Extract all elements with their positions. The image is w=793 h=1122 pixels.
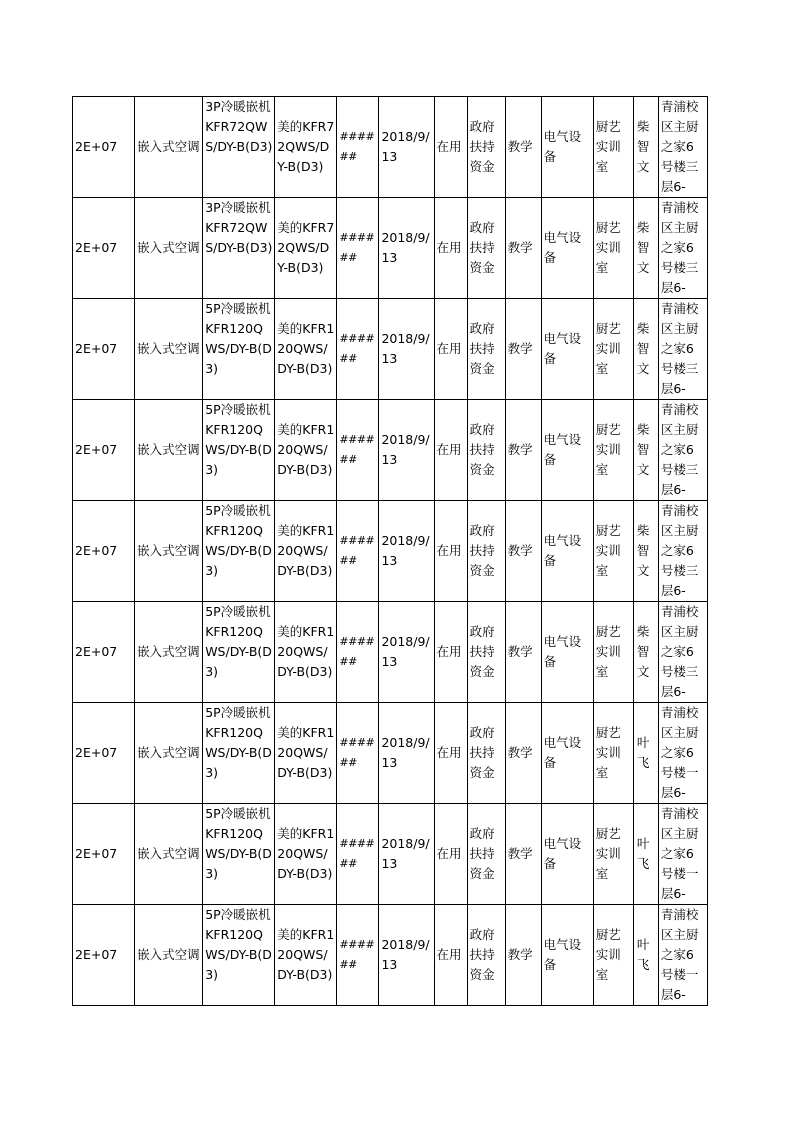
cell-brand: 美的KFR120QWS/DY-B(D3) <box>275 905 337 1006</box>
cell-fund: 政府扶持资金 <box>467 602 505 703</box>
cell-value: 2E+07 <box>73 602 135 703</box>
cell-person: 柴智文 <box>633 299 658 400</box>
cell-value: 2E+07 <box>73 299 135 400</box>
cell-person: 柴智文 <box>633 198 658 299</box>
cell-value: 2E+07 <box>73 804 135 905</box>
cell-spec: 5P冷暖嵌机KFR120QWS/DY-B(D3) <box>203 905 275 1006</box>
cell-use: 教学 <box>505 602 541 703</box>
cell-date: 2018/9/13 <box>379 905 434 1006</box>
cell-spec: 3P冷暖嵌机KFR72QWS/DY-B(D3) <box>203 198 275 299</box>
cell-brand: 美的KFR72QWS/DY-B(D3) <box>275 97 337 198</box>
cell-room: 厨艺实训室 <box>593 400 633 501</box>
cell-fund: 政府扶持资金 <box>467 804 505 905</box>
cell-person: 叶飞 <box>633 905 658 1006</box>
cell-person: 柴智文 <box>633 501 658 602</box>
cell-category: 电气设备 <box>541 97 593 198</box>
cell-person: 柴智文 <box>633 400 658 501</box>
cell-spec: 5P冷暖嵌机KFR120QWS/DY-B(D3) <box>203 299 275 400</box>
cell-date: 2018/9/13 <box>379 602 434 703</box>
cell-location: 青浦校区主厨之家6号楼三层6- <box>658 198 707 299</box>
cell-fund: 政府扶持资金 <box>467 97 505 198</box>
cell-category: 电气设备 <box>541 703 593 804</box>
cell-status: 在用 <box>434 804 467 905</box>
cell-category: 电气设备 <box>541 905 593 1006</box>
cell-room: 厨艺实训室 <box>593 804 633 905</box>
cell-person: 柴智文 <box>633 97 658 198</box>
cell-price: ###### <box>337 198 379 299</box>
cell-brand: 美的KFR120QWS/DY-B(D3) <box>275 501 337 602</box>
cell-use: 教学 <box>505 703 541 804</box>
cell-category: 电气设备 <box>541 400 593 501</box>
cell-value: 2E+07 <box>73 501 135 602</box>
cell-brand: 美的KFR120QWS/DY-B(D3) <box>275 299 337 400</box>
cell-category: 电气设备 <box>541 602 593 703</box>
cell-price: ###### <box>337 501 379 602</box>
cell-name: 嵌入式空调 <box>135 804 203 905</box>
cell-location: 青浦校区主厨之家6号楼三层6- <box>658 400 707 501</box>
cell-name: 嵌入式空调 <box>135 299 203 400</box>
cell-date: 2018/9/13 <box>379 97 434 198</box>
cell-value: 2E+07 <box>73 400 135 501</box>
cell-date: 2018/9/13 <box>379 501 434 602</box>
cell-category: 电气设备 <box>541 198 593 299</box>
cell-spec: 5P冷暖嵌机KFR120QWS/DY-B(D3) <box>203 703 275 804</box>
cell-price: ###### <box>337 400 379 501</box>
cell-room: 厨艺实训室 <box>593 905 633 1006</box>
cell-name: 嵌入式空调 <box>135 703 203 804</box>
cell-price: ###### <box>337 299 379 400</box>
cell-room: 厨艺实训室 <box>593 198 633 299</box>
cell-brand: 美的KFR120QWS/DY-B(D3) <box>275 703 337 804</box>
cell-category: 电气设备 <box>541 804 593 905</box>
cell-date: 2018/9/13 <box>379 400 434 501</box>
cell-brand: 美的KFR120QWS/DY-B(D3) <box>275 602 337 703</box>
cell-location: 青浦校区主厨之家6号楼三层6- <box>658 299 707 400</box>
cell-use: 教学 <box>505 501 541 602</box>
cell-use: 教学 <box>505 400 541 501</box>
cell-date: 2018/9/13 <box>379 804 434 905</box>
cell-use: 教学 <box>505 299 541 400</box>
table-row <box>73 905 708 1006</box>
cell-person: 柴智文 <box>633 602 658 703</box>
cell-use: 教学 <box>505 97 541 198</box>
cell-room: 厨艺实训室 <box>593 602 633 703</box>
table-row <box>73 400 708 501</box>
cell-date: 2018/9/13 <box>379 703 434 804</box>
cell-status: 在用 <box>434 703 467 804</box>
cell-person: 叶飞 <box>633 804 658 905</box>
cell-value: 2E+07 <box>73 703 135 804</box>
cell-room: 厨艺实训室 <box>593 501 633 602</box>
cell-value: 2E+07 <box>73 198 135 299</box>
cell-price: ###### <box>337 703 379 804</box>
cell-status: 在用 <box>434 198 467 299</box>
table-row <box>73 97 708 198</box>
cell-brand: 美的KFR120QWS/DY-B(D3) <box>275 804 337 905</box>
cell-fund: 政府扶持资金 <box>467 198 505 299</box>
cell-brand: 美的KFR72QWS/DY-B(D3) <box>275 198 337 299</box>
cell-price: ###### <box>337 804 379 905</box>
cell-value: 2E+07 <box>73 905 135 1006</box>
cell-name: 嵌入式空调 <box>135 400 203 501</box>
cell-fund: 政府扶持资金 <box>467 299 505 400</box>
cell-location: 青浦校区主厨之家6号楼三层6- <box>658 97 707 198</box>
cell-location: 青浦校区主厨之家6号楼一层6- <box>658 703 707 804</box>
cell-location: 青浦校区主厨之家6号楼一层6- <box>658 905 707 1006</box>
cell-room: 厨艺实训室 <box>593 299 633 400</box>
cell-location: 青浦校区主厨之家6号楼三层6- <box>658 602 707 703</box>
table-row <box>73 703 708 804</box>
table-row <box>73 804 708 905</box>
cell-category: 电气设备 <box>541 299 593 400</box>
cell-person: 叶飞 <box>633 703 658 804</box>
cell-spec: 3P冷暖嵌机KFR72QWS/DY-B(D3) <box>203 97 275 198</box>
cell-use: 教学 <box>505 905 541 1006</box>
cell-fund: 政府扶持资金 <box>467 501 505 602</box>
cell-name: 嵌入式空调 <box>135 97 203 198</box>
asset-table <box>72 96 708 1006</box>
table-row <box>73 299 708 400</box>
cell-room: 厨艺实训室 <box>593 703 633 804</box>
cell-value: 2E+07 <box>73 97 135 198</box>
cell-date: 2018/9/13 <box>379 299 434 400</box>
cell-brand: 美的KFR120QWS/DY-B(D3) <box>275 400 337 501</box>
cell-status: 在用 <box>434 299 467 400</box>
cell-status: 在用 <box>434 905 467 1006</box>
cell-price: ###### <box>337 905 379 1006</box>
cell-use: 教学 <box>505 804 541 905</box>
cell-spec: 5P冷暖嵌机KFR120QWS/DY-B(D3) <box>203 501 275 602</box>
cell-location: 青浦校区主厨之家6号楼一层6- <box>658 804 707 905</box>
cell-status: 在用 <box>434 97 467 198</box>
cell-status: 在用 <box>434 602 467 703</box>
table-row <box>73 198 708 299</box>
cell-spec: 5P冷暖嵌机KFR120QWS/DY-B(D3) <box>203 602 275 703</box>
cell-name: 嵌入式空调 <box>135 905 203 1006</box>
table-body <box>73 97 708 1006</box>
cell-name: 嵌入式空调 <box>135 501 203 602</box>
cell-status: 在用 <box>434 501 467 602</box>
cell-use: 教学 <box>505 198 541 299</box>
cell-name: 嵌入式空调 <box>135 198 203 299</box>
cell-date: 2018/9/13 <box>379 198 434 299</box>
cell-status: 在用 <box>434 400 467 501</box>
cell-name: 嵌入式空调 <box>135 602 203 703</box>
cell-price: ###### <box>337 602 379 703</box>
cell-fund: 政府扶持资金 <box>467 400 505 501</box>
cell-location: 青浦校区主厨之家6号楼三层6- <box>658 501 707 602</box>
cell-fund: 政府扶持资金 <box>467 703 505 804</box>
table-row <box>73 602 708 703</box>
cell-spec: 5P冷暖嵌机KFR120QWS/DY-B(D3) <box>203 400 275 501</box>
table-row <box>73 501 708 602</box>
cell-spec: 5P冷暖嵌机KFR120QWS/DY-B(D3) <box>203 804 275 905</box>
cell-fund: 政府扶持资金 <box>467 905 505 1006</box>
cell-room: 厨艺实训室 <box>593 97 633 198</box>
cell-price: ###### <box>337 97 379 198</box>
cell-category: 电气设备 <box>541 501 593 602</box>
